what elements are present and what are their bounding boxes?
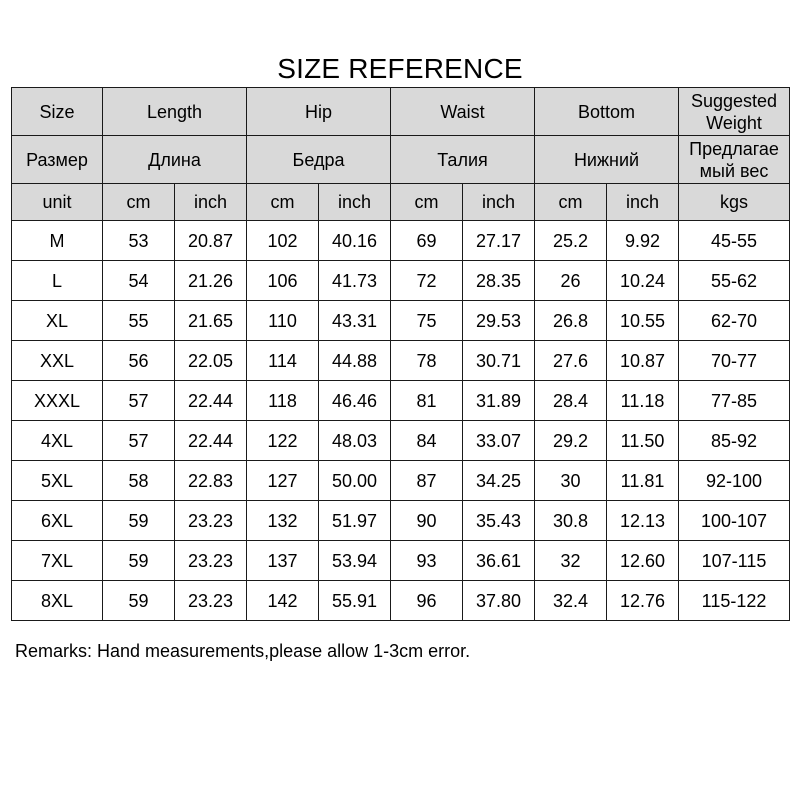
table-row	[12, 301, 790, 341]
table-cell: 92-100	[679, 461, 790, 501]
table-cell: 28.35	[463, 261, 535, 301]
table-cell: 37.80	[463, 581, 535, 621]
size-table	[11, 87, 790, 621]
table-cell: 44.88	[319, 341, 391, 381]
table-cell: 48.03	[319, 421, 391, 461]
table-cell: 100-107	[679, 501, 790, 541]
table-cell: 21.26	[175, 261, 247, 301]
header-ru-waist: Талия	[391, 136, 535, 184]
table-cell: 28.4	[535, 381, 607, 421]
table-cell: 26	[535, 261, 607, 301]
table-cell: 90	[391, 501, 463, 541]
table-cell: 53	[103, 221, 175, 261]
size-label-cell: XXL	[12, 341, 103, 381]
table-cell: 23.23	[175, 541, 247, 581]
table-cell: 27.17	[463, 221, 535, 261]
table-cell: 70-77	[679, 341, 790, 381]
table-row	[12, 421, 790, 461]
table-cell: 77-85	[679, 381, 790, 421]
table-cell: 58	[103, 461, 175, 501]
table-row	[12, 381, 790, 421]
table-cell: 118	[247, 381, 319, 421]
table-cell: 51.97	[319, 501, 391, 541]
unit-cell: cm	[247, 184, 319, 221]
table-cell: 50.00	[319, 461, 391, 501]
table-cell: 10.87	[607, 341, 679, 381]
size-label-cell: 4XL	[12, 421, 103, 461]
table-cell: 81	[391, 381, 463, 421]
header-ru-weight	[679, 136, 790, 184]
table-cell: 26.8	[535, 301, 607, 341]
unit-cell: cm	[391, 184, 463, 221]
table-cell: 84	[391, 421, 463, 461]
table-cell: 11.18	[607, 381, 679, 421]
table-cell: 33.07	[463, 421, 535, 461]
table-cell: 32	[535, 541, 607, 581]
header-ru-hip: Бедра	[247, 136, 391, 184]
table-row	[12, 261, 790, 301]
table-cell: 78	[391, 341, 463, 381]
table-cell: 127	[247, 461, 319, 501]
table-cell: 36.61	[463, 541, 535, 581]
table-cell: 29.53	[463, 301, 535, 341]
table-cell: 106	[247, 261, 319, 301]
table-row	[12, 581, 790, 621]
unit-cell: unit	[12, 184, 103, 221]
table-cell: 22.44	[175, 421, 247, 461]
table-cell: 56	[103, 341, 175, 381]
size-label-cell: 7XL	[12, 541, 103, 581]
size-label-cell: 6XL	[12, 501, 103, 541]
table-cell: 23.23	[175, 581, 247, 621]
table-row	[12, 501, 790, 541]
header-ru-bottom: Нижний	[535, 136, 679, 184]
header-weight-line1: Suggested	[690, 90, 778, 111]
unit-cell: cm	[535, 184, 607, 221]
table-cell: 137	[247, 541, 319, 581]
table-cell: 30.8	[535, 501, 607, 541]
table-cell: 132	[247, 501, 319, 541]
header-ru-weight-line1: Предлагае	[689, 138, 779, 159]
table-cell: 29.2	[535, 421, 607, 461]
table-cell: 59	[103, 541, 175, 581]
table-cell: 55-62	[679, 261, 790, 301]
table-cell: 20.87	[175, 221, 247, 261]
table-cell: 59	[103, 501, 175, 541]
table-cell: 10.24	[607, 261, 679, 301]
table-cell: 9.92	[607, 221, 679, 261]
table-cell: 53.94	[319, 541, 391, 581]
size-label-cell: 5XL	[12, 461, 103, 501]
table-cell: 11.50	[607, 421, 679, 461]
header-row-english	[12, 88, 790, 136]
table-cell: 69	[391, 221, 463, 261]
table-cell: 12.60	[607, 541, 679, 581]
table-cell: 40.16	[319, 221, 391, 261]
table-cell: 75	[391, 301, 463, 341]
unit-cell: inch	[319, 184, 391, 221]
size-label-cell: 8XL	[12, 581, 103, 621]
table-cell: 34.25	[463, 461, 535, 501]
table-cell: 35.43	[463, 501, 535, 541]
table-cell: 27.6	[535, 341, 607, 381]
table-cell: 62-70	[679, 301, 790, 341]
table-cell: 12.13	[607, 501, 679, 541]
header-ru-weight-line2: мый вес	[699, 160, 769, 181]
table-cell: 57	[103, 421, 175, 461]
table-cell: 12.76	[607, 581, 679, 621]
header-length: Length	[103, 88, 247, 136]
table-cell: 107-115	[679, 541, 790, 581]
table-cell: 72	[391, 261, 463, 301]
header-ru-size: Размер	[12, 136, 103, 184]
table-cell: 25.2	[535, 221, 607, 261]
table-cell: 85-92	[679, 421, 790, 461]
table-cell: 11.81	[607, 461, 679, 501]
table-cell: 54	[103, 261, 175, 301]
table-cell: 59	[103, 581, 175, 621]
table-cell: 55.91	[319, 581, 391, 621]
table-row	[12, 461, 790, 501]
table-cell: 114	[247, 341, 319, 381]
table-cell: 30	[535, 461, 607, 501]
size-label-cell: XL	[12, 301, 103, 341]
table-cell: 87	[391, 461, 463, 501]
size-label-cell: M	[12, 221, 103, 261]
header-waist: Waist	[391, 88, 535, 136]
header-ru-length: Длина	[103, 136, 247, 184]
table-cell: 45-55	[679, 221, 790, 261]
table-row	[12, 541, 790, 581]
page-title: SIZE REFERENCE	[277, 53, 523, 84]
table-cell: 22.05	[175, 341, 247, 381]
table-cell: 122	[247, 421, 319, 461]
table-cell: 110	[247, 301, 319, 341]
table-cell: 142	[247, 581, 319, 621]
unit-cell: inch	[175, 184, 247, 221]
table-row	[12, 341, 790, 381]
table-cell: 32.4	[535, 581, 607, 621]
header-suggested-weight	[679, 88, 790, 136]
table-cell: 30.71	[463, 341, 535, 381]
table-cell: 22.83	[175, 461, 247, 501]
header-bottom: Bottom	[535, 88, 679, 136]
table-cell: 10.55	[607, 301, 679, 341]
header-size: Size	[12, 88, 103, 136]
table-cell: 41.73	[319, 261, 391, 301]
unit-cell: inch	[607, 184, 679, 221]
table-cell: 21.65	[175, 301, 247, 341]
remarks-note: Remarks: Hand measurements,please allow 1-3cm error.	[15, 641, 471, 661]
header-hip: Hip	[247, 88, 391, 136]
unit-cell: cm	[103, 184, 175, 221]
table-cell: 22.44	[175, 381, 247, 421]
size-label-cell: L	[12, 261, 103, 301]
table-cell: 93	[391, 541, 463, 581]
header-weight-line2: Weight	[706, 112, 762, 133]
table-cell: 102	[247, 221, 319, 261]
header-row-russian	[12, 136, 790, 184]
size-label-cell: XXXL	[12, 381, 103, 421]
table-cell: 115-122	[679, 581, 790, 621]
table-cell: 46.46	[319, 381, 391, 421]
table-cell: 55	[103, 301, 175, 341]
table-row	[12, 221, 790, 261]
table-cell: 43.31	[319, 301, 391, 341]
table-cell: 57	[103, 381, 175, 421]
table-cell: 96	[391, 581, 463, 621]
table-cell: 31.89	[463, 381, 535, 421]
table-cell: 23.23	[175, 501, 247, 541]
unit-row	[12, 184, 790, 221]
unit-cell: kgs	[679, 184, 790, 221]
unit-cell: inch	[463, 184, 535, 221]
